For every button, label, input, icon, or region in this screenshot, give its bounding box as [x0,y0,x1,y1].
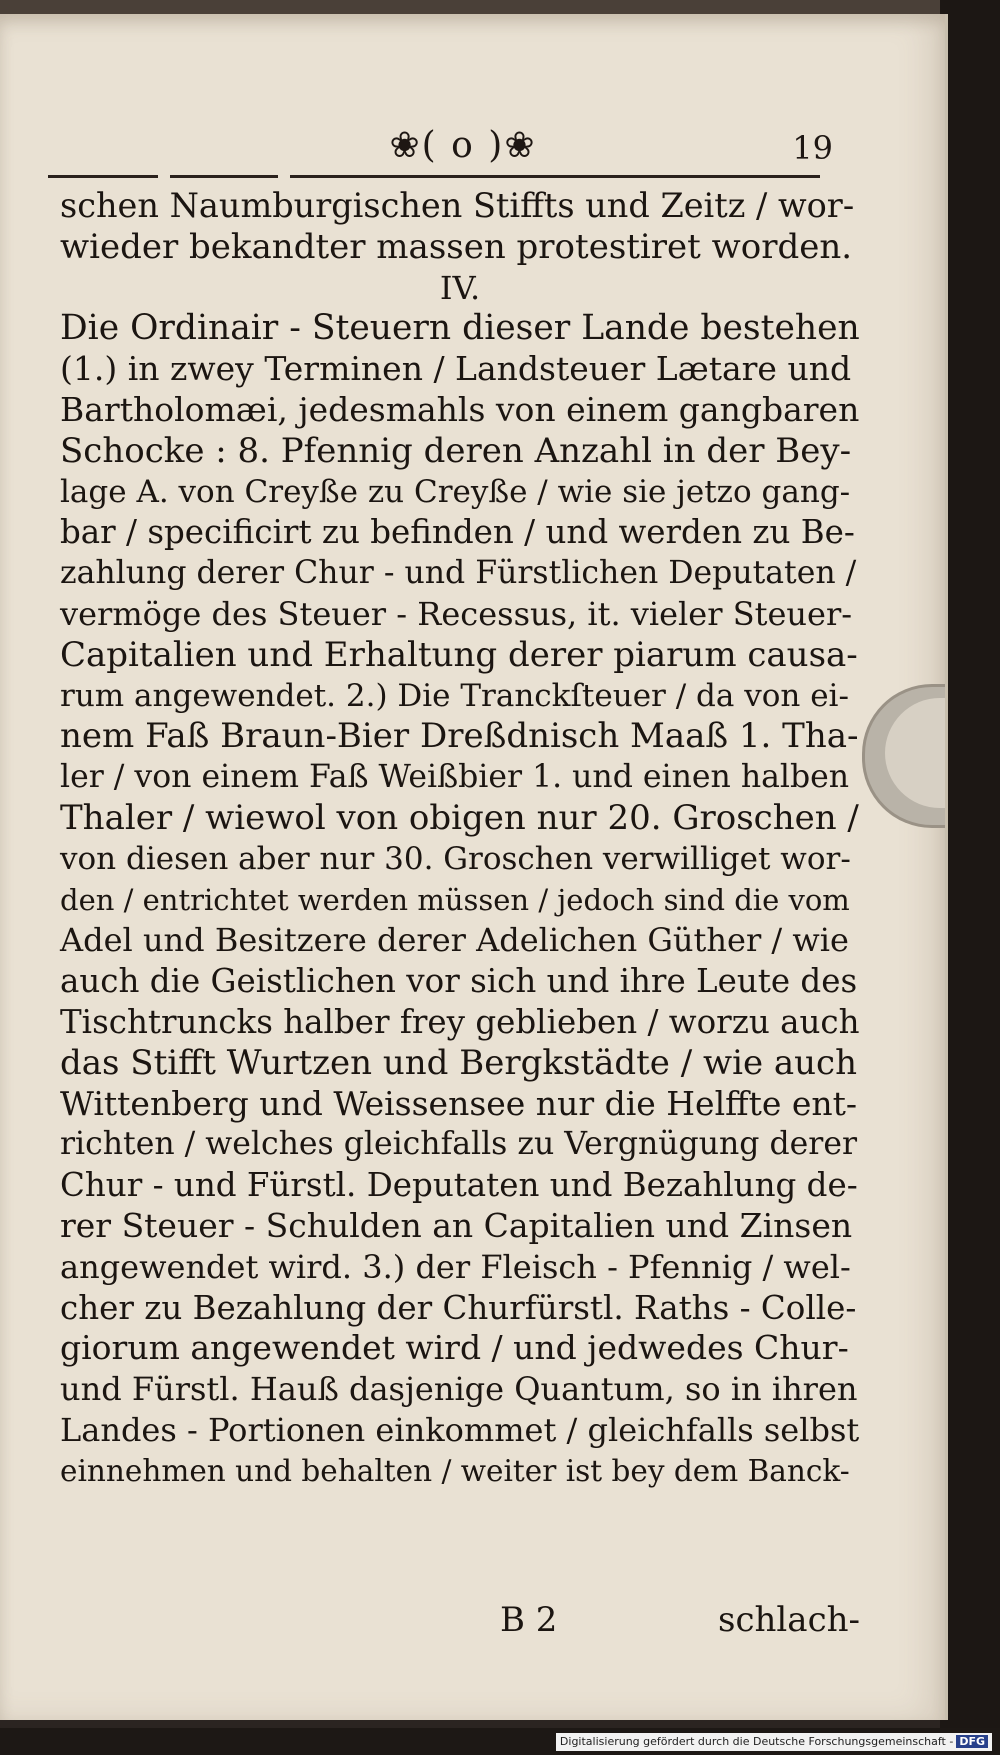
text-line: schen Naumburgischen Stiffts und Zeitz / wor- [60,186,855,225]
credit-text: Digitalisierung gefördert durch die Deutsche Forschungsgemeinschaft - [559,1735,954,1748]
text-line: das Stifft Wurtzen und Bergkstädte / wie auch [60,1042,857,1083]
book-edge [940,0,1000,1755]
text-line: Tischtruncks halber frey geblieben / worzu auch [60,1002,860,1041]
text-line: und Fürstl. Hauß dasjenige Quantum, so in ihren [60,1370,858,1409]
body-text [60,186,860,1492]
text-line: angewendet wird. 3.) der Fleisch - Pfennig / wel- [60,1247,851,1286]
text-line: richten / welches gleichfalls zu Vergnügung derer [60,1126,858,1163]
page-header [48,125,833,180]
text-line: von diesen aber nur 30. Groschen verwilliget wor- [60,840,851,877]
text-line: rer Steuer - Schulden an Capitalien und Zinsen [60,1205,853,1245]
text-line: ler / von einem Faß Weißbier 1. und einen halben [60,759,850,796]
text-line: wieder bekandter massen protestiret worden. [60,226,853,267]
text-line: einnehmen und behalten / weiter ist bey dem Banck- [60,1453,850,1488]
text-line: Chur - und Fürstl. Deputaten und Bezahlung de- [60,1166,858,1205]
dfg-logo: DFG [956,1735,988,1748]
text-line: auch die Geistlichen vor sich und ihre Leute des [60,962,858,1001]
text-line: nem Faß Braun-Bier Dreßdnisch Maaß 1. Tha- [60,716,859,757]
text-line: lage A. von Creyße zu Creyße / wie sie jetzo gang- [60,473,851,510]
text-line: Bartholomæi, jedesmahls von einem gangbaren [60,389,860,429]
text-line: Schocke : 8. Pfennig deren Anzahl in der Bey- [60,430,852,471]
header-ornament: ❀( o )❀ [389,125,537,166]
text-line: den / entrichtet werden müssen / jedoch sind die vom [60,882,850,917]
text-line: (1.) in zwey Terminen / Landsteuer Lætare und [60,349,852,389]
signature-mark: B 2 [500,1600,558,1640]
text-line: cher zu Bezahlung der Churfürstl. Raths - Colle- [60,1288,857,1327]
text-line: Capitalien und Erhaltung derer piarum causa- [60,634,858,675]
header-rule [170,175,278,178]
text-line: vermöge des Steuer - Recessus, it. vieler Steuer- [60,594,853,633]
text-line: rum angewendet. 2.) Die Tranckſteuer / da von ei- [60,677,849,714]
text-line: Thaler / wiewol von obigen nur 20. Groschen / [60,797,859,838]
text-line: Landes - Portionen einkommet / gleichfalls selbst [60,1410,860,1449]
text-line: Die Ordinair - Steuern dieser Lande bestehen [60,308,860,349]
page-footer [60,1600,860,1644]
page-number: 19 [792,129,833,167]
text-line: Wittenberg und Weissensee nur die Helffte ent- [60,1083,858,1123]
text-line: bar / specificirt zu befinden / und werden zu Be- [60,513,855,552]
section-heading: IV. [439,268,481,307]
text-line: giorum angewendet wird / und jedwedes Chur- [60,1328,849,1368]
digitization-credit [556,1733,992,1751]
header-rule [290,175,820,178]
text-line: zahlung derer Chur - und Fürstlichen Deputaten / [60,555,857,592]
catchword: schlach- [718,1600,860,1640]
header-rule [48,175,158,178]
text-line: Adel und Besitzere derer Adelichen Güther / wie [60,921,849,960]
